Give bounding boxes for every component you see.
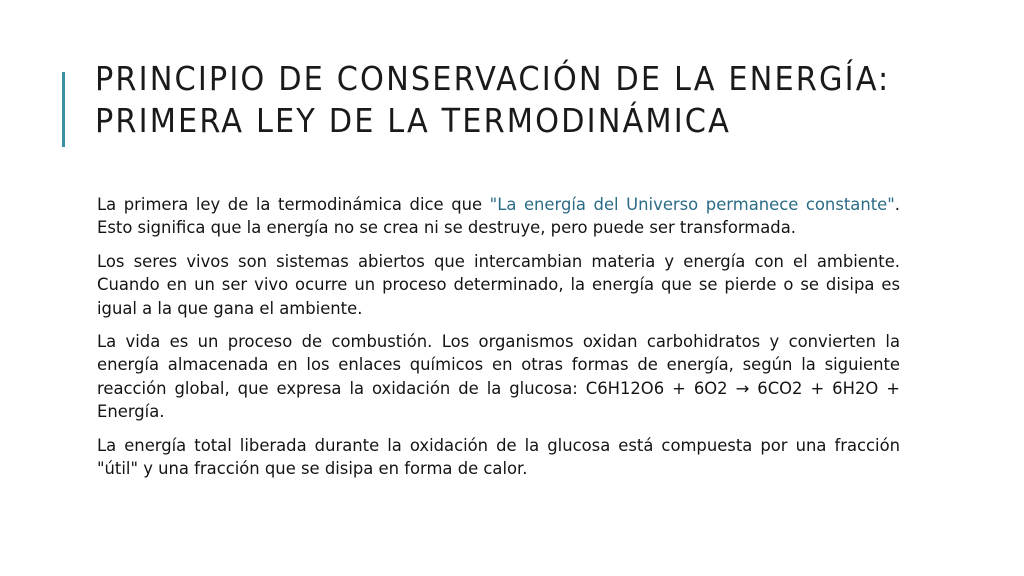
- slide-title: [95, 58, 891, 142]
- paragraph-first-law: [97, 193, 900, 240]
- paragraph-first-law-intro: La primera ley de la termodinámica dice que: [97, 195, 490, 214]
- paragraph-combustion: La vida es un proceso de combustión. Los organismos oxidan carbohidratos y convierten la energía almacenada en los enlaces químicos en otras formas de energía, según la siguiente reacción global, que expresa la oxidación de la glucosa: C6H12O6 + 6O2 → 6CO2 + 6H2O + Energía.: [97, 332, 900, 422]
- paragraph-first-law-rest: . Esto significa que la energía no se crea ni se destruye, pero puede ser transformada.: [97, 195, 900, 238]
- first-law-quote: "La energía del Universo permanece constante": [489, 195, 895, 214]
- slide-body: [97, 193, 900, 490]
- slide-title-line-2: PRIMERA LEY DE LA TERMODINÁMICA: [95, 101, 731, 140]
- title-accent-bar: [62, 72, 65, 147]
- slide-title-line-1: PRINCIPIO DE CONSERVACIÓN DE LA ENERGÍA:: [95, 59, 891, 98]
- paragraph-open-systems: Los seres vivos son sistemas abiertos que intercambian materia y energía con el ambiente. Cuando en un ser vivo ocurre un proceso determinado, la energía que se pierde o se disipa es igual a la que gana el ambiente.: [97, 251, 900, 318]
- paragraph-energy-fractions: La energía total liberada durante la oxidación de la glucosa está compuesta por una fracción "útil" y una fracción que se disipa en forma de calor.: [97, 435, 900, 479]
